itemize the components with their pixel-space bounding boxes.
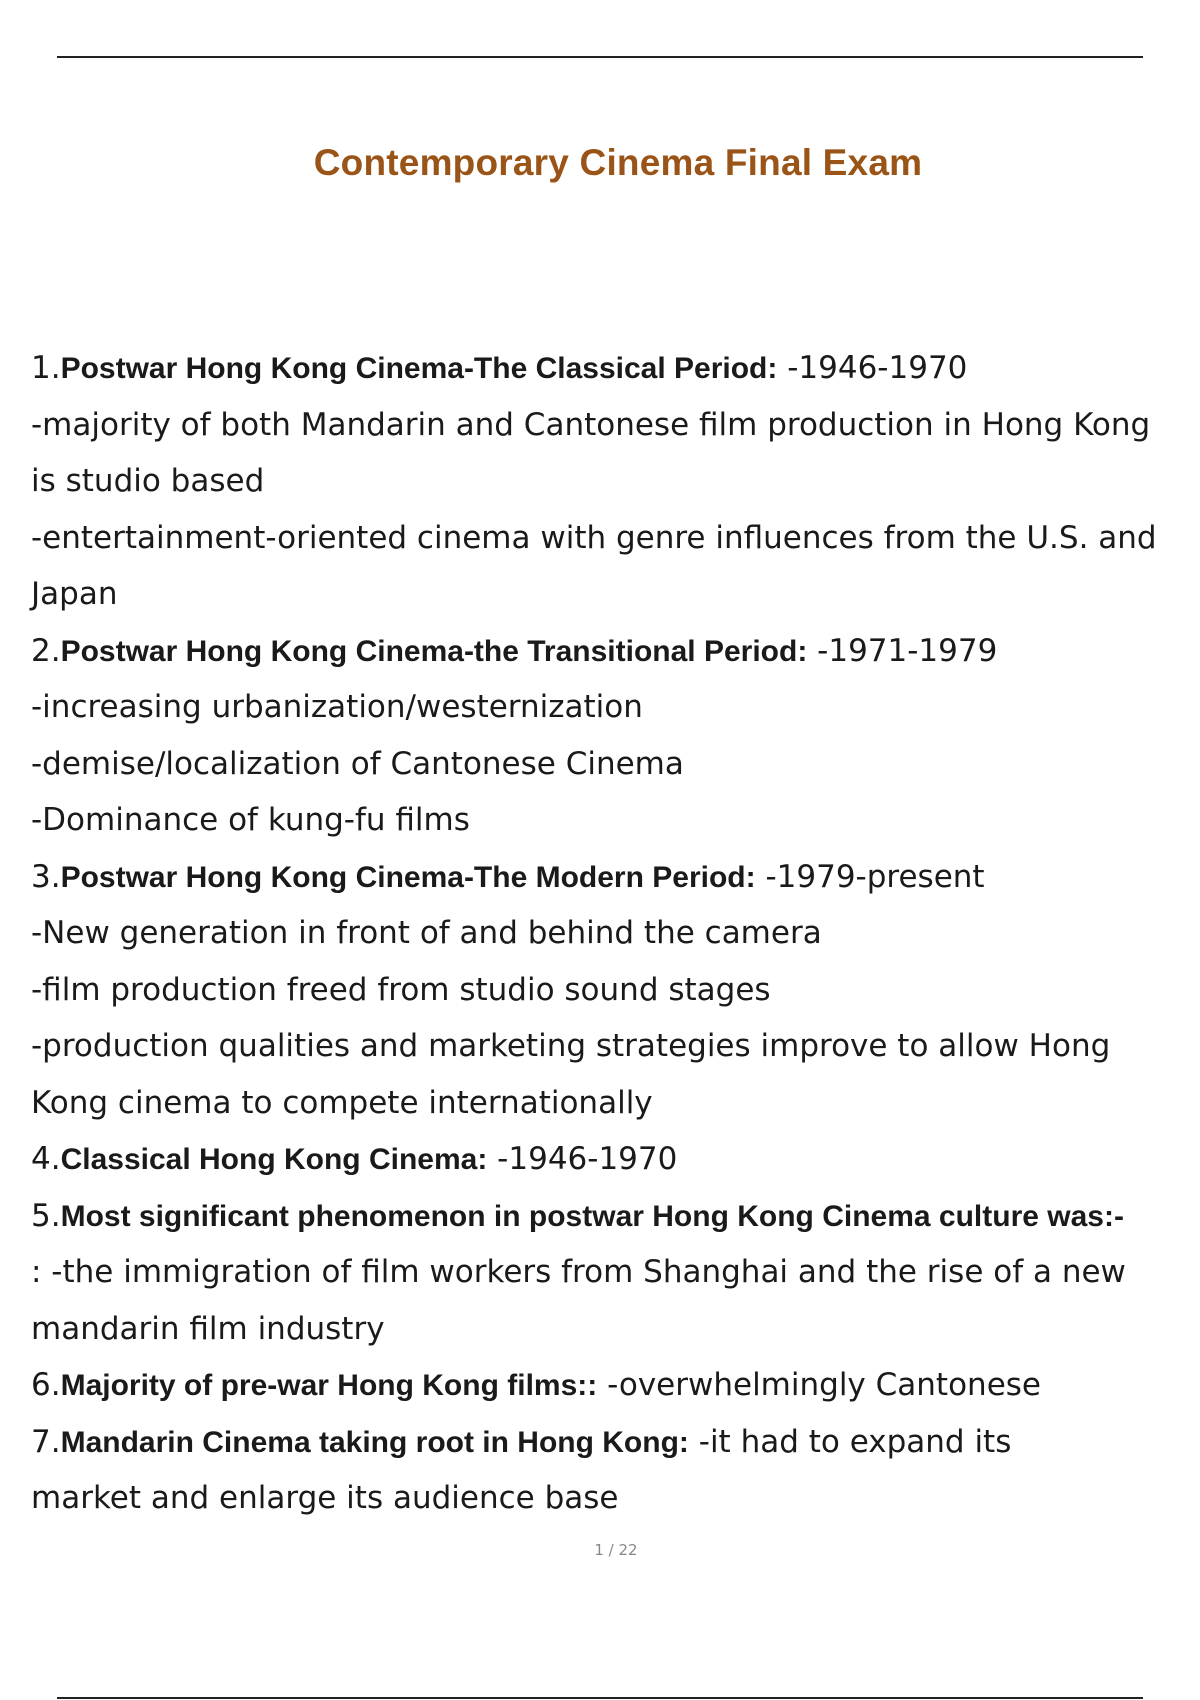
top-rule bbox=[57, 56, 1143, 58]
item-answer: -1971-1979 bbox=[807, 632, 998, 669]
item-number: 1. bbox=[31, 350, 61, 386]
page-indicator: 1 / 22 bbox=[594, 1541, 638, 1559]
item-number: 3. bbox=[31, 858, 61, 895]
item-answer: -1979-present bbox=[755, 858, 985, 895]
item-detail-line: -film production freed from studio sound stages bbox=[31, 971, 771, 1008]
item-term: Most significant phenomenon in postwar Hong Kong Cinema culture was:- bbox=[60, 1199, 1124, 1233]
item-heading bbox=[31, 340, 1200, 397]
item-number: 4. bbox=[31, 1141, 61, 1177]
item-heading bbox=[31, 849, 1200, 906]
item-heading bbox=[31, 1131, 1200, 1188]
item-heading bbox=[31, 1188, 1200, 1245]
exam-content bbox=[31, 340, 1200, 1527]
item-answer: -it had to expand its bbox=[688, 1423, 1012, 1460]
item-term: Postwar Hong Kong Cinema-The Modern Period: bbox=[60, 860, 756, 894]
item-number: 2. bbox=[31, 632, 61, 669]
item-term: Classical Hong Kong Cinema: bbox=[60, 1143, 488, 1176]
item-term: Postwar Hong Kong Cinema-the Transitional Period: bbox=[60, 634, 808, 668]
item-answer: -1946-1970 bbox=[487, 1141, 678, 1177]
item-detail-line: -majority of both Mandarin and Cantonese film production in Hong Kong bbox=[31, 406, 1151, 443]
item-detail-line: -New generation in front of and behind the camera bbox=[31, 915, 822, 951]
item-number: 5. bbox=[31, 1197, 61, 1234]
item-detail-line: mandarin film industry bbox=[31, 1310, 385, 1347]
item-term: Postwar Hong Kong Cinema-The Classical Period: bbox=[60, 352, 778, 385]
item-heading bbox=[31, 1414, 1200, 1471]
item-term: Majority of pre-war Hong Kong films:: bbox=[60, 1369, 598, 1402]
item-detail-line: : -the immigration of film workers from Shanghai and the rise of a new bbox=[31, 1254, 1126, 1290]
item-answer: -1946-1970 bbox=[777, 350, 968, 386]
item-detail-line: -Dominance of kung-fu films bbox=[31, 802, 470, 838]
item-answer: -overwhelmingly Cantonese bbox=[597, 1367, 1041, 1403]
item-detail-line: -demise/localization of Cantonese Cinema bbox=[31, 745, 684, 782]
item-detail-line: -production qualities and marketing strategies improve to allow Hong bbox=[31, 1028, 1111, 1064]
item-heading bbox=[31, 1357, 1200, 1414]
item-detail-line: market and enlarge its audience base bbox=[31, 1480, 619, 1516]
item-term: Mandarin Cinema taking root in Hong Kong: bbox=[60, 1425, 689, 1459]
item-number: 6. bbox=[31, 1367, 61, 1403]
document-title: Contemporary Cinema Final Exam bbox=[313, 142, 923, 183]
item-detail-line: -increasing urbanization/westernization bbox=[31, 689, 643, 725]
item-number: 7. bbox=[31, 1423, 61, 1460]
item-detail-line: -entertainment-oriented cinema with genre influences from the U.S. and bbox=[31, 519, 1157, 556]
item-detail-line: is studio based bbox=[31, 463, 265, 499]
bottom-rule bbox=[57, 1697, 1143, 1699]
item-detail-line: Japan bbox=[31, 576, 118, 612]
item-detail-line: Kong cinema to compete internationally bbox=[31, 1084, 653, 1121]
item-heading bbox=[31, 623, 1200, 680]
